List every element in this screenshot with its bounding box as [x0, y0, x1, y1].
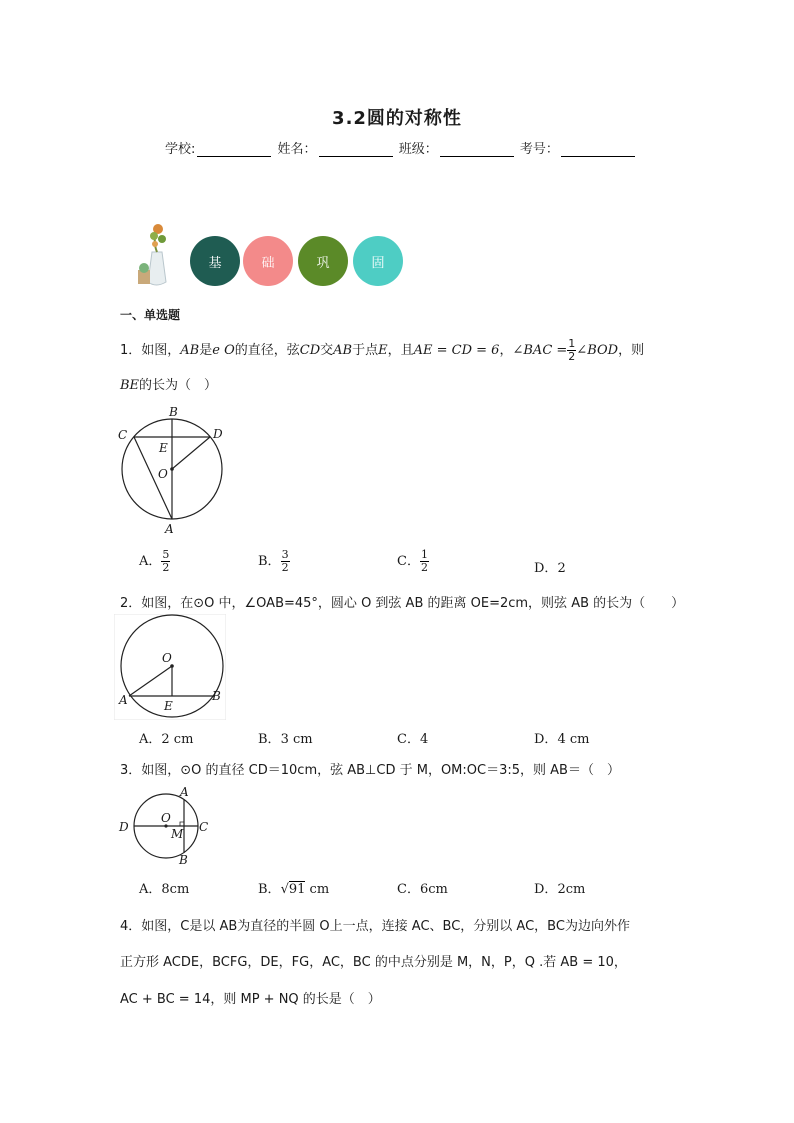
q1-equation: AE = CD = 6 [413, 343, 500, 358]
label-o: O [158, 467, 168, 481]
q1-option-b[interactable] [258, 549, 290, 574]
option-fraction [281, 549, 290, 574]
q2-option-d[interactable] [534, 728, 589, 747]
q1-line2 [120, 374, 217, 393]
option-label: C． [397, 882, 420, 897]
frac-num: 1 [420, 548, 428, 561]
label-c: C [199, 820, 209, 834]
q1-angle: ∠BAC = [512, 343, 568, 358]
badge-ji: 基 [190, 236, 240, 286]
q4-line1: 4．如图，C是以 AB为直径的半圆 O上一点，连接 AC、BC，分别以 AC，BC为边向外作 [120, 919, 630, 934]
option-label: C． [397, 554, 420, 569]
option-fraction [161, 549, 170, 574]
badge-chu: 础 [243, 236, 293, 286]
student-info-row [165, 138, 637, 157]
q1-be: BE [120, 378, 140, 393]
frac-den: 2 [281, 561, 289, 574]
q2-line-oa [129, 666, 172, 696]
option-value: 3 cm [280, 732, 313, 747]
q1-cd: CD [299, 343, 321, 358]
q4-line3: AC + BC = 14，则 MP + NQ 的长是（ ） [120, 992, 381, 1007]
frac-den: 2 [162, 561, 170, 574]
q3-figure [116, 784, 212, 866]
option-label: D． [534, 561, 558, 576]
q1-text: ，则 [618, 343, 645, 358]
page-title: 3.2圆的对称性 [332, 108, 462, 129]
label-o: O [162, 651, 172, 665]
option-fraction [420, 549, 429, 574]
badge-gu: 固 [353, 236, 403, 286]
q1-text: 于点 [352, 343, 379, 358]
class-label: 班级： [398, 142, 438, 157]
frac-num: 5 [162, 548, 170, 561]
q1-fraction [567, 338, 576, 363]
label-b: B [179, 853, 188, 866]
label-b: B [212, 689, 221, 703]
badge-gong: 巩 [298, 236, 348, 286]
class-field[interactable] [440, 142, 514, 157]
label-a: A [119, 693, 128, 707]
section-heading: 一、单选题 [120, 308, 181, 322]
q1-option-c[interactable] [397, 549, 429, 574]
q4-line2: 正方形 ACDE，BCFG，DE，FG，AC，BC 的中点分别是 M，N，P，Q .若 AB = 10， [120, 955, 627, 970]
label-b: B [169, 405, 178, 419]
frac-den: 2 [568, 350, 576, 363]
option-unit: cm [305, 882, 330, 897]
q1-e: E [378, 343, 388, 358]
q1-line1 [120, 338, 644, 363]
q2-option-b[interactable] [258, 728, 313, 747]
name-field[interactable] [319, 142, 393, 157]
q1-ab: AB [180, 343, 200, 358]
q3-option-d[interactable] [534, 878, 585, 897]
option-label: D． [534, 732, 558, 747]
option-label: A． [139, 554, 162, 569]
option-label: B． [258, 732, 281, 747]
q2-option-c[interactable] [397, 728, 428, 747]
label-d: D [119, 820, 129, 834]
q3-option-b[interactable] [258, 878, 329, 897]
q1-text: ，且 [387, 343, 414, 358]
number-field[interactable] [561, 142, 635, 157]
option-label: C． [397, 732, 420, 747]
q2-text: 2．如图，在⊙O 中，∠OAB=45°，圆心 O 到弦 AB 的距离 OE=2cm，则弦 AB 的长为（ ） [120, 596, 685, 611]
q1-text: 是 [199, 343, 213, 358]
q1-figure [112, 402, 232, 538]
q1-ab: AB [333, 343, 353, 358]
q1-line-od [172, 437, 210, 469]
q1-angle: ∠BOD [576, 343, 619, 358]
option-label: A． [139, 732, 162, 747]
school-label: 学校: [165, 142, 196, 157]
frac-num: 1 [568, 337, 576, 350]
school-field[interactable] [197, 142, 271, 157]
label-a: A [165, 522, 174, 536]
label-a: A [180, 785, 189, 799]
label-e: E [159, 441, 168, 455]
option-value: 2cm [557, 882, 586, 897]
q2-figure [114, 614, 226, 720]
option-label: A． [139, 882, 162, 897]
option-value: 8cm [161, 882, 190, 897]
plant-vase-icon [132, 222, 182, 288]
q1-text: 的直径，弦 [234, 343, 300, 358]
q1-option-a[interactable] [139, 549, 170, 574]
option-label: B． [258, 882, 281, 897]
q3-text: 3．如图，⊙O 的直径 CD＝10cm，弦 AB⊥CD 于 M，OM:OC＝3:5，则 AB＝（ ） [120, 763, 620, 778]
option-label: B． [258, 554, 281, 569]
option-label: D． [534, 882, 558, 897]
frac-num: 3 [281, 548, 289, 561]
option-value: 4 cm [557, 732, 590, 747]
q3-option-a[interactable] [139, 878, 189, 897]
sqrt-symbol: √ [280, 882, 289, 897]
option-value: 2 cm [161, 732, 194, 747]
q1-text: 1．如图， [120, 343, 181, 358]
label-e: E [164, 699, 173, 713]
q1-option-d[interactable] [534, 557, 566, 576]
frac-den: 2 [420, 561, 428, 574]
q1-text: 交 [320, 343, 334, 358]
option-value: 4 [419, 732, 429, 747]
label-c: C [118, 428, 128, 442]
label-o: O [161, 811, 171, 825]
q3-option-c[interactable] [397, 878, 448, 897]
label-m: M [171, 827, 184, 841]
option-value: 6cm [419, 882, 448, 897]
option-value: 2 [557, 561, 566, 576]
label-d: D [213, 427, 223, 441]
q2-option-a[interactable] [139, 728, 193, 747]
name-label: 姓名： [277, 142, 317, 157]
q1-text: ， [499, 343, 513, 358]
number-label: 考号： [519, 142, 559, 157]
sqrt-radicand: 91 [288, 882, 306, 897]
q1-circle-o: e O [212, 343, 235, 358]
q1-text: 的长为（ ） [139, 378, 218, 393]
